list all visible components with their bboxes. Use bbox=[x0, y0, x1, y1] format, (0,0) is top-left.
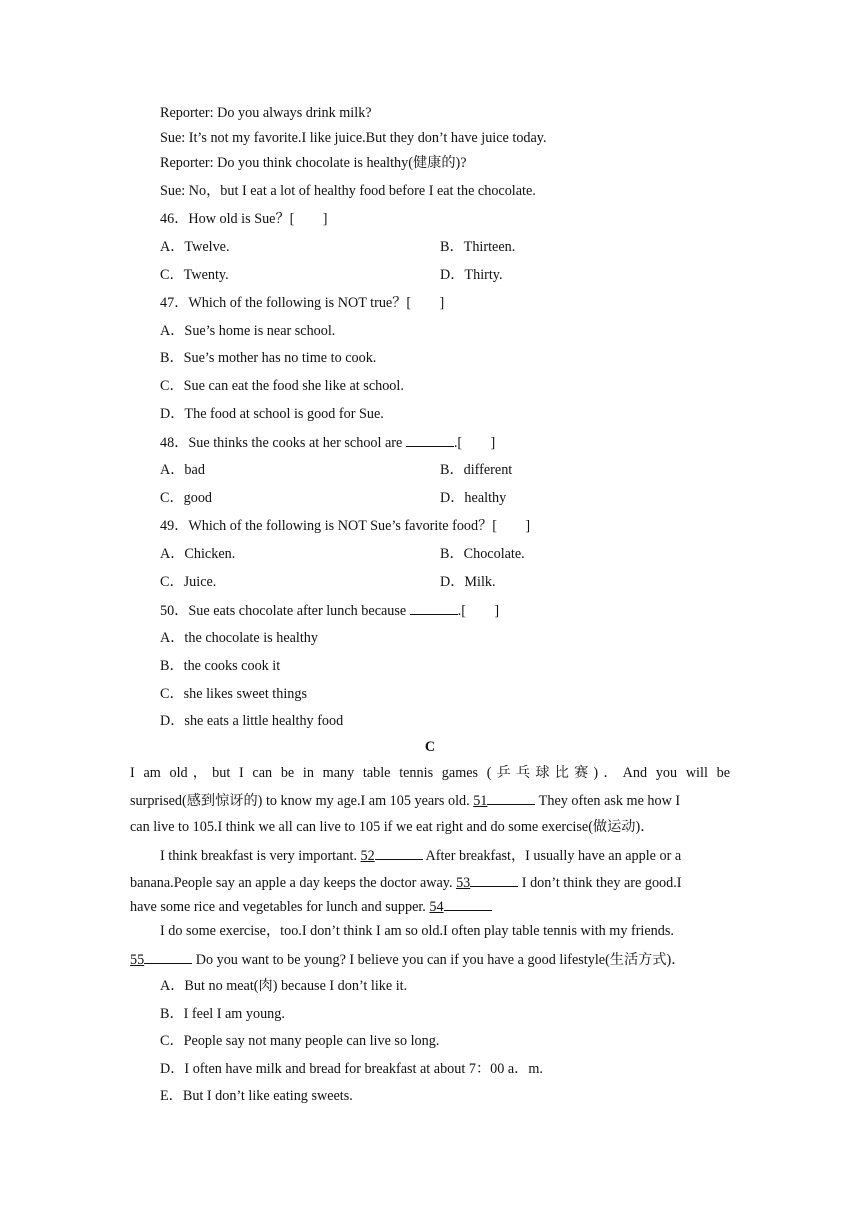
q46-option-a: A．Twelve. bbox=[160, 239, 230, 255]
q48-stem-text: 48．Sue thinks the cooks at her school are bbox=[160, 435, 406, 451]
q47-option-c: C．Sue can eat the food she like at school. bbox=[160, 378, 404, 394]
section-c-option-b: B．I feel I am young. bbox=[160, 1006, 285, 1022]
passage-line bbox=[130, 897, 492, 916]
q46-option-b: B．Thirteen. bbox=[440, 239, 516, 255]
answer-blank bbox=[406, 433, 454, 447]
q46-option-d: D．Thirty. bbox=[440, 267, 503, 283]
section-heading: C bbox=[424, 739, 436, 755]
question-46-stem: 46．How old is Sue？[ ] bbox=[160, 211, 328, 227]
passage-line bbox=[130, 950, 685, 969]
q48-option-a: A．bad bbox=[160, 462, 205, 478]
dialogue-line: Sue: It’s not my favorite.I like juice.But they don’t have juice today. bbox=[160, 130, 547, 146]
q50-stem-tail: .[ ] bbox=[457, 603, 500, 619]
answer-blank bbox=[487, 791, 535, 805]
blank-54: 54 bbox=[429, 899, 444, 915]
q50-option-b: B．the cooks cook it bbox=[160, 658, 281, 674]
passage-line: can live to 105.I think we all can live to 105 if we eat right and do some exercise(做运动)． bbox=[130, 819, 655, 835]
passage-line bbox=[130, 873, 682, 892]
q46-option-c: C．Twenty. bbox=[160, 267, 229, 283]
q49-option-b: B．Chocolate. bbox=[440, 546, 525, 562]
answer-blank bbox=[144, 950, 192, 964]
passage-text: I don’t think they are good.I bbox=[518, 875, 682, 891]
passage-text: surprised(感到惊讶的) to know my age.I am 105 years old. bbox=[130, 793, 474, 809]
q47-option-a: A．Sue’s home is near school. bbox=[160, 323, 336, 339]
q47-option-d: D．The food at school is good for Sue. bbox=[160, 406, 384, 422]
question-48-stem bbox=[160, 433, 495, 452]
question-49-stem: 49．Which of the following is NOT Sue’s favorite food？[ ] bbox=[160, 518, 531, 534]
section-c-option-c: C．People say not many people can live so long. bbox=[160, 1033, 440, 1049]
passage-text: Do you want to be young? I believe you can if you have a good lifestyle(生活方式)． bbox=[192, 952, 686, 968]
answer-blank bbox=[410, 601, 458, 615]
passage-line: I am old，but I can be in many table tennis games (乒乓球比赛)．And you will be bbox=[130, 765, 730, 781]
passage-text: They often ask me how I bbox=[535, 793, 681, 809]
passage-text: banana.People say an apple a day keeps the doctor away. bbox=[130, 875, 457, 891]
q50-option-c: C．she likes sweet things bbox=[160, 686, 307, 702]
blank-53: 53 bbox=[456, 875, 471, 891]
passage-text: After breakfast，I usually have an apple or a bbox=[422, 848, 682, 864]
dialogue-line: Reporter: Do you always drink milk? bbox=[160, 105, 372, 121]
answer-blank bbox=[470, 873, 518, 887]
q47-option-b: B．Sue’s mother has no time to cook. bbox=[160, 350, 377, 366]
blank-51: 51 bbox=[473, 793, 488, 809]
passage-text: I think breakfast is very important. bbox=[160, 848, 361, 864]
dialogue-line: Sue: No，but I eat a lot of healthy food before I eat the chocolate. bbox=[160, 183, 536, 199]
question-47-stem: 47．Which of the following is NOT true？[ ] bbox=[160, 295, 445, 311]
q50-stem-text: 50．Sue eats chocolate after lunch because bbox=[160, 603, 410, 619]
q50-option-a: A．the chocolate is healthy bbox=[160, 630, 318, 646]
question-50-stem bbox=[160, 601, 499, 620]
blank-52: 52 bbox=[360, 848, 375, 864]
answer-blank bbox=[375, 846, 423, 860]
answer-blank bbox=[444, 897, 492, 911]
section-c-option-d: D．I often have milk and bread for breakfast at about 7：00 a．m. bbox=[160, 1061, 543, 1077]
passage-text: have some rice and vegetables for lunch and supper. bbox=[130, 899, 430, 915]
q48-option-d: D．healthy bbox=[440, 490, 507, 506]
passage-line bbox=[160, 846, 681, 865]
blank-55: 55 bbox=[130, 952, 145, 968]
dialogue-line: Reporter: Do you think chocolate is healthy(健康的)? bbox=[160, 155, 467, 171]
q49-option-c: C．Juice. bbox=[160, 574, 217, 590]
passage-line: I do some exercise，too.I don’t think I am so old.I often play table tennis with my friends. bbox=[160, 923, 674, 939]
passage-line bbox=[130, 791, 730, 810]
q48-option-b: B．different bbox=[440, 462, 513, 478]
q50-option-d: D．she eats a little healthy food bbox=[160, 713, 344, 729]
q48-stem-tail: .[ ] bbox=[453, 435, 496, 451]
section-c-option-e: E．But I don’t like eating sweets. bbox=[160, 1088, 353, 1104]
q48-option-c: C．good bbox=[160, 490, 213, 506]
section-c-option-a: A．But no meat(肉) because I don’t like it. bbox=[160, 978, 408, 994]
q49-option-d: D．Milk. bbox=[440, 574, 496, 590]
q49-option-a: A．Chicken. bbox=[160, 546, 236, 562]
